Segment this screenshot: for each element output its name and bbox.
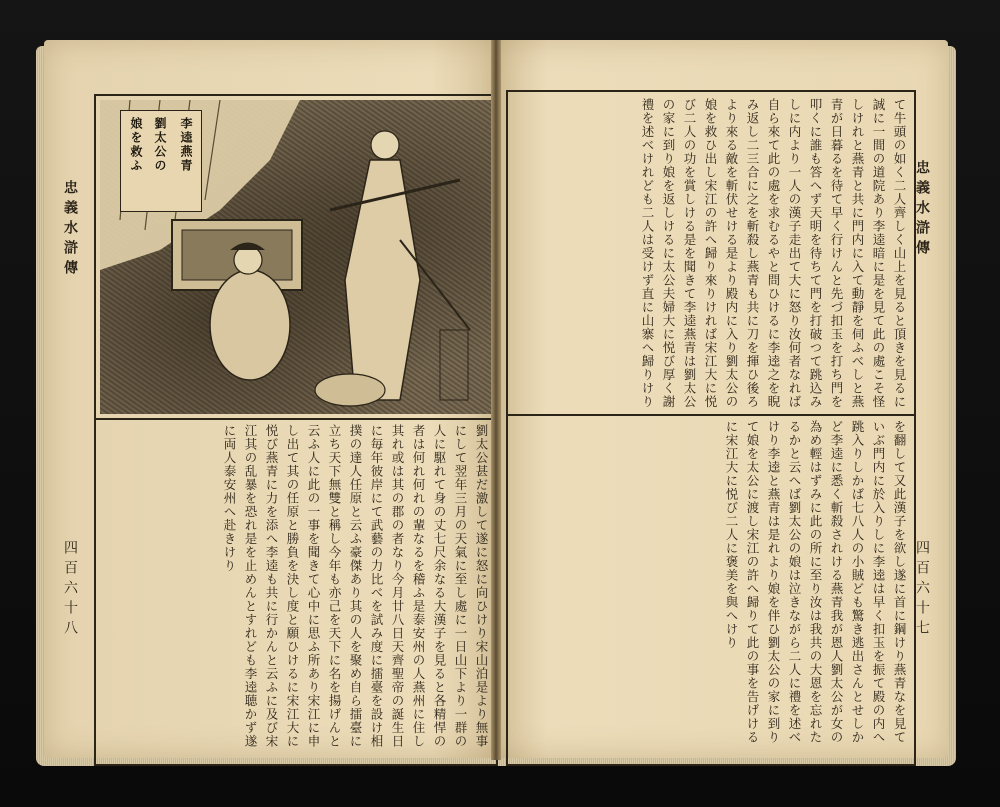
illustration-caption xyxy=(120,110,202,212)
left-page-frame xyxy=(94,94,498,766)
right-page-frame xyxy=(506,90,916,766)
left-page-divider xyxy=(96,418,496,420)
caption-line-1: 李逵燕青 xyxy=(179,117,193,173)
right-page-side-title: 忠義水滸傳 xyxy=(914,160,930,260)
left-page xyxy=(44,40,500,758)
caption-line-2: 劉太公の xyxy=(153,117,167,173)
open-book xyxy=(36,40,956,768)
book-gutter xyxy=(491,40,501,760)
left-page-body-text: 劉太公甚だ激して遂に怒に向ひけり宋山泊是より無事にして翌年三月の天氣に至し處に一日山下より一群の人に駆れて身の丈七尺余なる大漢子を見ると各精悍の者は何れ何れの輩なるを稽ふ是泰安州の人燕州に住し其れ或は其の郡の者なり今月廿八日天齊聖帝の誕生日に毎年彼岸にて武藝の力比べを試み度に擂臺を設け相撲の達人任原と云ふ豪傑あり其の人を聚め自ら擂臺に立ち天下無雙と稱し今年も亦己を天下に名を揚げんと云ふ人に此の一事を聞きて心中に思ふ所あり宋江に申し出て其の任原と勝負を決し度と願ひけるに宋江大に悦び燕青に力を添へ李逵も共に行かんと云ふに及び宋江其の乱暴を恐れ是を止めんとすれども李逵聴かず遂に両人泰安州へ赴きけり xyxy=(222,424,489,748)
right-page-upper-text: て牛頭の如く二人齊しく山上を見ると頂きを見るに誠に一間の道院あり李逵暗に是を見て此の處こそ怪しけれと燕青と共に門内に入て動靜を伺ふべしと燕青が日暮るを待て早く行けんと先づ扣玉を打ち門を叩くに誰も答へず天明を待ちて門を打破つて跳込みしに内より一人の漢子走出て大に怒り汝何者なれば自ら來て此の處を求むるやと問ひけるに李逵之を睨み返し二三合に之を斬殺し燕青も共に刀を揮ひ後ろより來る敵を斬伏せける是より殿内に入り劉太公の娘を救ひ出し宋江の許へ歸り來りければ宋江大に悦び二人の功を賞しける是を聞きて李逵燕青は劉太公の家に到り娘を返しけるに太公夫婦大に悦び厚く謝禮を述べけれども二人は受けず直に山寨へ歸りけり xyxy=(640,98,907,409)
right-page-lower-text: を翻して又此漢子を欲し遂に首に鋼けり燕青なを見ていぶ門内に於入りしに李逵は早く扣玉を振て殿の内へ跳入りしかば七八人の小賊ども驚き逃出さんとせしかど李逵に悉く斬殺されける燕青我が恩人劉太公が女の為め輕はずみに此の所に至り汝は我共の大恩を忘れたるかと云へば劉太公の娘は泣きながら二人に禮を述べけり李逵と燕青は是れより娘を伴ひ劉太公の家に到りて娘を太公に渡し宋江の許へ歸りて此の事を告げけるに宋江大に悦び二人に褒美を與へけり xyxy=(724,420,907,744)
right-page-number: 四百六十七 xyxy=(914,540,930,640)
left-page-number: 四百六十八 xyxy=(62,540,78,640)
left-page-side-title: 忠義水滸傳 xyxy=(62,180,78,280)
woodblock-illustration xyxy=(100,100,494,414)
right-page xyxy=(492,40,948,758)
right-page-divider xyxy=(508,414,914,416)
caption-line-3: 娘を救ふ xyxy=(129,117,143,173)
